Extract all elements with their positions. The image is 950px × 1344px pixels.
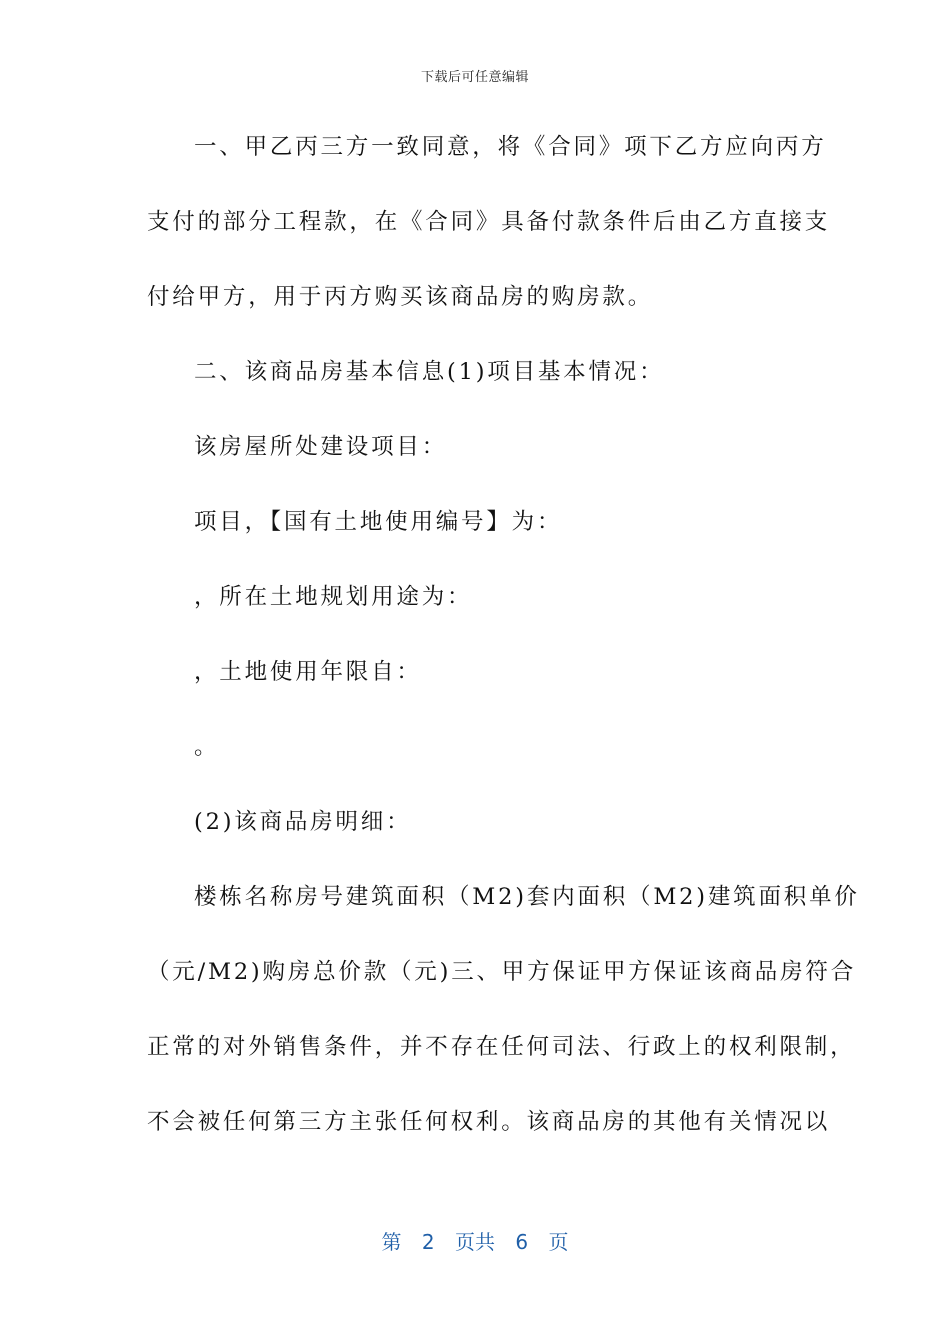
paragraph-line: 二、该商品房基本信息(1)项目基本情况： (194, 359, 665, 385)
paragraph-line: （元/M2)购房总价款（元)三、甲方保证甲方保证该商品房符合 (147, 959, 856, 985)
paragraph-line: 正常的对外销售条件，并不存在任何司法、行政上的权利限制， (147, 1034, 856, 1060)
paragraph-line: 该房屋所处建设项目： (194, 434, 448, 460)
footer-prefix: 第 (381, 1230, 402, 1254)
paragraph-line: 楼栋名称房号建筑面积（M2)套内面积（M2)建筑面积单价 (194, 884, 860, 910)
paragraph-line: 。 (194, 734, 220, 760)
paragraph-line: 项目，【国有土地使用编号】为： (194, 509, 563, 535)
paragraph-line: (2)该商品房明细： (194, 809, 412, 835)
footer-middle: 页共 (455, 1230, 495, 1254)
header-note: 下载后可任意编辑 (420, 70, 529, 85)
paragraph-line: 支付的部分工程款，在《合同》具备付款条件后由乙方直接支 (147, 209, 831, 235)
current-page-number: 2 (421, 1230, 435, 1254)
paragraph-line: 付给甲方，用于丙方购买该商品房的购房款。 (147, 284, 654, 310)
document-body (147, 128, 860, 1178)
page-footer (0, 1226, 950, 1255)
paragraph-line: ，所在土地规划用途为： (194, 584, 473, 610)
paragraph-line: ，土地使用年限自： (194, 659, 422, 685)
total-page-number: 6 (515, 1230, 529, 1254)
paragraph-line: 不会被任何第三方主张任何权利。该商品房的其他有关情况以 (147, 1109, 831, 1135)
footer-suffix: 页 (548, 1230, 569, 1254)
paragraph-line: 一、甲乙丙三方一致同意，将《合同》项下乙方应向丙方 (194, 134, 827, 160)
